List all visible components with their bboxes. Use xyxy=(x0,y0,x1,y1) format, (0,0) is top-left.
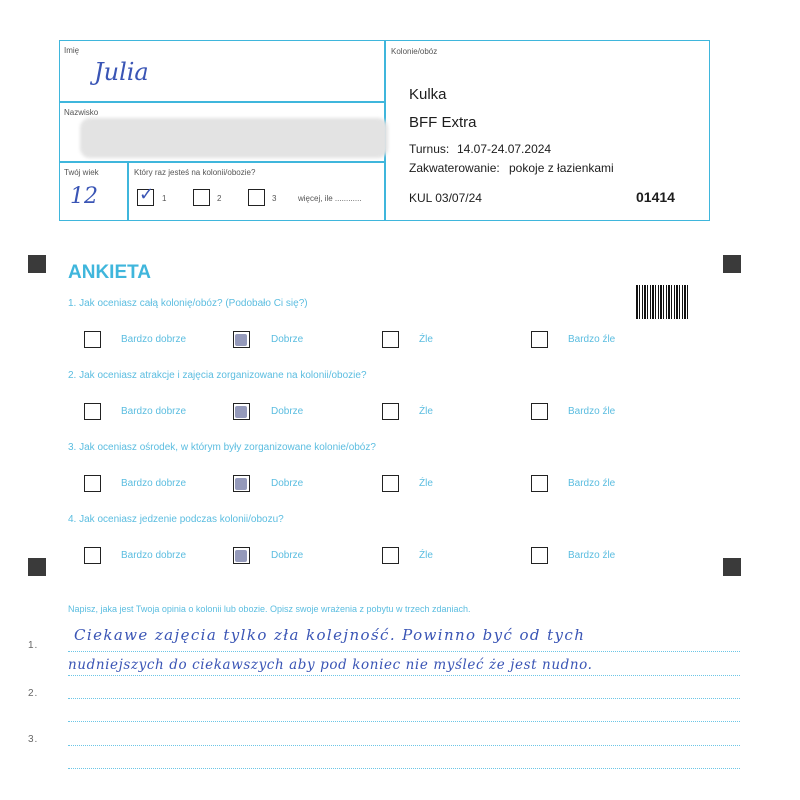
check-mark-icon: ✓ xyxy=(139,184,155,205)
camp-name: Kulka xyxy=(409,86,447,103)
q2-zle-checkbox[interactable] xyxy=(382,403,399,420)
barcode xyxy=(636,285,690,319)
filled-mark-icon xyxy=(235,550,247,562)
answer-line xyxy=(68,721,740,722)
kolonie-label: Kolonie/obóz xyxy=(391,47,438,56)
registration-marker xyxy=(723,558,741,576)
form-code: KUL 03/07/24 xyxy=(409,191,482,205)
form-number: 01414 xyxy=(636,189,675,205)
q4-bardzo-dobrze-checkbox[interactable] xyxy=(84,547,101,564)
ktory-raz-label: Który raz jesteś na kolonii/obozie? xyxy=(134,168,256,177)
ktory-raz-option-1: 1 xyxy=(162,194,167,203)
nazwisko-label: Nazwisko xyxy=(64,108,99,117)
registration-marker xyxy=(28,255,46,273)
zakw-value: pokoje z łazienkami xyxy=(509,161,614,175)
ktory-raz-option-more: więcej, ile ............ xyxy=(298,194,362,203)
q1-bardzo-zle-checkbox[interactable] xyxy=(531,331,548,348)
q2-dobrze-label: Dobrze xyxy=(271,406,304,417)
line-number-3: 3. xyxy=(28,734,39,745)
q2-zle-label: Źle xyxy=(419,406,433,417)
divider xyxy=(127,161,129,221)
question-3: 3. Jak oceniasz ośrodek, w którym były zorganizowane kolonie/obóz? xyxy=(68,442,376,453)
nazwisko-redacted xyxy=(80,118,388,158)
turnus-label: Turnus: xyxy=(409,142,450,156)
q1-bardzo-zle-label: Bardzo źle xyxy=(568,334,616,345)
question-4: 4. Jak oceniasz jedzenie podczas kolonii/obozu? xyxy=(68,514,284,525)
q4-bardzo-dobrze-label: Bardzo dobrze xyxy=(121,550,187,561)
q2-bardzo-dobrze-label: Bardzo dobrze xyxy=(121,406,187,417)
q4-bardzo-zle-checkbox[interactable] xyxy=(531,547,548,564)
q3-bardzo-zle-checkbox[interactable] xyxy=(531,475,548,492)
filled-mark-icon xyxy=(235,406,247,418)
q2-bardzo-dobrze-checkbox[interactable] xyxy=(84,403,101,420)
ktory-raz-checkbox-3[interactable] xyxy=(248,189,265,206)
q3-zle-checkbox[interactable] xyxy=(382,475,399,492)
zakw-label: Zakwaterowanie: xyxy=(409,161,500,175)
answer-line xyxy=(68,675,740,676)
line-number-1: 1. xyxy=(28,640,39,651)
q4-dobrze-label: Dobrze xyxy=(271,550,304,561)
answer-line xyxy=(68,651,740,652)
q4-zle-checkbox[interactable] xyxy=(382,547,399,564)
q4-bardzo-zle-label: Bardzo źle xyxy=(568,550,616,561)
registration-marker xyxy=(723,255,741,273)
q3-bardzo-zle-label: Bardzo źle xyxy=(568,478,616,489)
q3-bardzo-dobrze-checkbox[interactable] xyxy=(84,475,101,492)
question-2: 2. Jak oceniasz atrakcje i zajęcia zorganizowane na kolonii/obozie? xyxy=(68,370,367,381)
q3-dobrze-label: Dobrze xyxy=(271,478,304,489)
q3-bardzo-dobrze-label: Bardzo dobrze xyxy=(121,478,187,489)
q2-bardzo-zle-label: Bardzo źle xyxy=(568,406,616,417)
answer-line xyxy=(68,745,740,746)
opinion-prompt: Napisz, jaka jest Twoja opinia o kolonii lub obozie. Opisz swoje wrażenia z pobytu w trzech zdaniach. xyxy=(68,604,471,614)
registration-marker xyxy=(28,558,46,576)
question-1: 1. Jak oceniasz całą kolonię/obóz? (Podobało Ci się?) xyxy=(68,298,308,309)
line-number-2: 2. xyxy=(28,688,39,699)
divider xyxy=(59,101,385,103)
q1-bardzo-dobrze-checkbox[interactable] xyxy=(84,331,101,348)
wiek-value[interactable]: 12 xyxy=(70,184,98,209)
q1-bardzo-dobrze-label: Bardzo dobrze xyxy=(121,334,187,345)
answer-line xyxy=(68,768,740,769)
ktory-raz-option-2: 2 xyxy=(217,194,222,203)
turnus-value: 14.07-24.07.2024 xyxy=(457,142,552,156)
q3-zle-label: Źle xyxy=(419,478,433,489)
answer-line xyxy=(68,698,740,699)
imie-value[interactable]: Julia xyxy=(94,58,149,86)
filled-mark-icon xyxy=(235,334,247,346)
opinion-answer-line-2[interactable]: nudniejszych do ciekawszych aby pod koniec nie myśleć że jest nudno. xyxy=(68,657,593,673)
opinion-answer-line-1[interactable]: Ciekawe zajęcia tylko zła kolejność. Powinno być od tych xyxy=(74,626,586,644)
ktory-raz-checkbox-2[interactable] xyxy=(193,189,210,206)
imie-label: Imię xyxy=(64,46,80,55)
filled-mark-icon xyxy=(235,478,247,490)
divider xyxy=(59,161,385,163)
camp-sub: BFF Extra xyxy=(409,114,477,131)
survey-title: ANKIETA xyxy=(68,262,152,283)
q2-bardzo-zle-checkbox[interactable] xyxy=(531,403,548,420)
q1-dobrze-label: Dobrze xyxy=(271,334,304,345)
q4-zle-label: Źle xyxy=(419,550,433,561)
wiek-label: Twój wiek xyxy=(64,168,99,177)
ktory-raz-option-3: 3 xyxy=(272,194,277,203)
q1-zle-label: Źle xyxy=(419,334,433,345)
q1-zle-checkbox[interactable] xyxy=(382,331,399,348)
